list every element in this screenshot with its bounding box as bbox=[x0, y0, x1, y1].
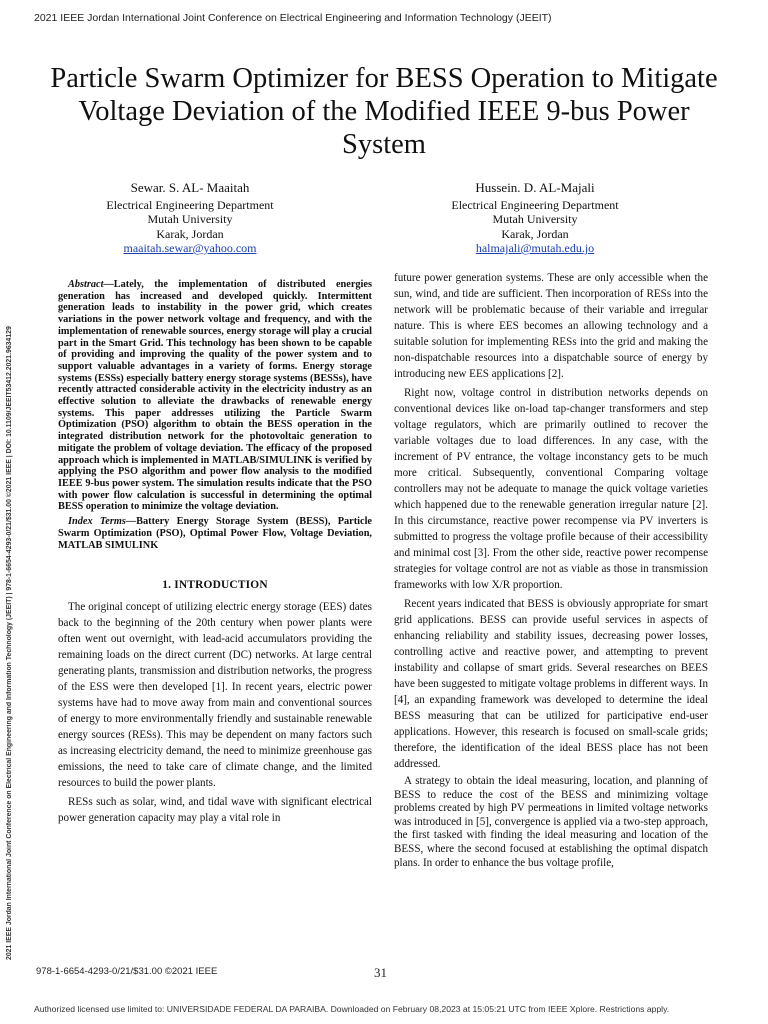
body-paragraph: The original concept of utilizing electric energy storage (EES) dates back to the beginning of the 20th century when power plants were often went out overnight, with lead-acid accumulators providing the remaining loads on the direct current (DC) networks. At large central generating plants, transmission and distribution networks, the progress of the ESS were then developed [1]. In recent years, electric power systems have had to move away from main and conventional sources of energy to more environmentally friendly and sustainable renewable energy sources (RESs). This may be dependent on many factors such as increasing electricity demand, the need to minimize greenhouse gas emissions, the need to take care of climate change, and the limited resources to build the power plants. bbox=[58, 601, 372, 790]
section-heading-introduction: 1. INTRODUCTION bbox=[162, 579, 268, 592]
abstract bbox=[58, 279, 372, 513]
author-email-link[interactable]: halmajali@mutah.edu.jo bbox=[475, 241, 595, 255]
abstract-label: Abstract— bbox=[68, 279, 114, 290]
author-location: Karak, Jordan bbox=[501, 226, 569, 241]
paper-title: Particle Swarm Optimizer for BESS Operation to Mitigate Voltage Deviation of the Modified IEEE 9-bus Power System bbox=[50, 63, 718, 160]
author-department: Electrical Engineering Department bbox=[106, 197, 274, 212]
author-email-link[interactable]: maaitah.sewar@yahoo.com bbox=[123, 241, 257, 255]
page-number: 31 bbox=[374, 965, 387, 980]
author-location: Karak, Jordan bbox=[156, 226, 224, 241]
index-terms-text: Battery Energy Storage System (BESS), Particle Swarm Optimization (PSO), Optimal Power Flow, Voltage Deviation, MATLAB SIMULINK bbox=[58, 516, 373, 551]
author-university: Mutah University bbox=[147, 212, 233, 226]
license-notice: Authorized licensed use limited to: UNIVERSIDADE FEDERAL DA PARAIBA. Downloaded on February 08,2023 at 15:05:21 UTC from IEEE Xplore. Restrictions apply. bbox=[34, 1004, 670, 1014]
index-terms bbox=[58, 516, 372, 551]
footer-isbn: 978-1-6654-4293-0/21/$31.00 ©2021 IEEE bbox=[36, 966, 218, 977]
body-paragraph: RESs such as solar, wind, and tidal wave with significant electrical power generation capacity may play a vital role in bbox=[58, 796, 372, 825]
author-department: Electrical Engineering Department bbox=[451, 197, 619, 212]
side-doi-strip: 2021 IEEE Jordan International Joint Conference on Electrical Engineering and Information Technology (JEEIT) | 978-1-6654-4293-0/21/$31.00 ©2021 IEEE | DOI: 10.1109/JEEIT53412.2021.9634129 bbox=[6, 326, 13, 960]
index-terms-label: Index Terms— bbox=[68, 516, 137, 528]
author-block-1 bbox=[40, 181, 340, 256]
body-paragraph: Right now, voltage control in distribution networks depends on conventional devices like on-load tap-changer transformers and step voltage regulators, which are primarily outlined to recover the variable voltages due to load differences. In any case, with the increment of PV entrance, the voltage inconstancy gets to be much more critical. Subsequently, conventional Comparing voltage controllers may not be adequate to manage the quick voltage varieties which happened due to the renewable generation irregular nature [2]. In this circumstance, reactive power recompense via PV inverters is submitted to progress the voltage profile because of their accessibility and minimal cost [3]. From the other side, reactive power recompense strategies for voltage control are not as viable as those in transmission frameworks with low X/R proportion. bbox=[394, 387, 708, 591]
conference-header: 2021 IEEE Jordan International Joint Conference on Electrical Engineering and Information Technology (JEEIT) bbox=[34, 12, 552, 24]
body-paragraph: A strategy to obtain the ideal measuring, location, and planning of BESS to reduce the cost of the BESS and minimizing voltage problems created by high PV permeations in limited voltage networks was introduced in [5], convergence is applied via a two-step approach, the first tasked with finding the ideal measuring and location of the BESS, where the second focused at establishing the optimal dispatch plans. In order to enhance the bus voltage profile, bbox=[394, 775, 708, 869]
left-column bbox=[58, 279, 372, 829]
author-block-2 bbox=[385, 181, 685, 256]
right-column bbox=[394, 270, 708, 873]
author-university: Mutah University bbox=[492, 212, 578, 226]
body-paragraph: future power generation systems. These are only accessible when the sun, wind, and tide are sufficient. Then incorporation of RESs into the network will be problematic because of their variable and irregular nature. This is where EES becomes an allowing technology and a suitable solution for implementing RESs into the grid and making the non-dispatchable resources into a dispatchable source of energy by introducing new EES applications [2]. bbox=[394, 272, 708, 380]
author-name: Sewar. S. AL- Maaitah bbox=[130, 180, 250, 195]
abstract-text: Lately, the implementation of distributed energies generation has increased and developed quickly. Intermittent generation leads to instability in the power grid, which creates variations in the power network voltage and frequency, and with the implementation of renewable sources, energy storage will play a crucial part in the Smart Grid. This technology has been shown to be capable of providing and improving the quality of the power system and to support valuable advantages in a variety of forms. Energy storage systems (ESSs) especially battery energy storage systems (BESSs), have recently attracted considerable activity in the electricity industry as an effective solution to alleviate the drawbacks of renewable energy systems. This paper addresses utilizing the Particle Swarm Optimization (PSO) algorithm to obtain the BESS operation in the integrated distribution network for the photovoltaic generation to mitigate the problem of voltage deviation. The efficacy of the proposed approach which is implemented in MATLAB/SIMULINK is verified by applying the PSO algorithm and power flow analysis to the modified IEEE 9-bus power system. The simulation results indicate that the PSO with power flow calculation is successful in determining the optimal BESS operation to minimize the voltage deviation. bbox=[58, 279, 372, 513]
author-name: Hussein. D. AL-Majali bbox=[475, 180, 595, 195]
body-paragraph: Recent years indicated that BESS is obviously appropriate for smart grid applications. BESS can provide useful services in aspects of enhancing reliability and stability issues, decreasing power losses, controlling active and reactive power, and attempting to prevent instability and collapse of smart grids. Several researches on BEES have been suggested to mitigate voltage problems in different ways. In [4], an expanding framework was developed to determine the ideal BESS measuring that can be utilized for participative end-user applications. However, this research is focused on small-scale grids; therefore, the identification of the ideal BESS place has not been addressed. bbox=[394, 598, 708, 770]
